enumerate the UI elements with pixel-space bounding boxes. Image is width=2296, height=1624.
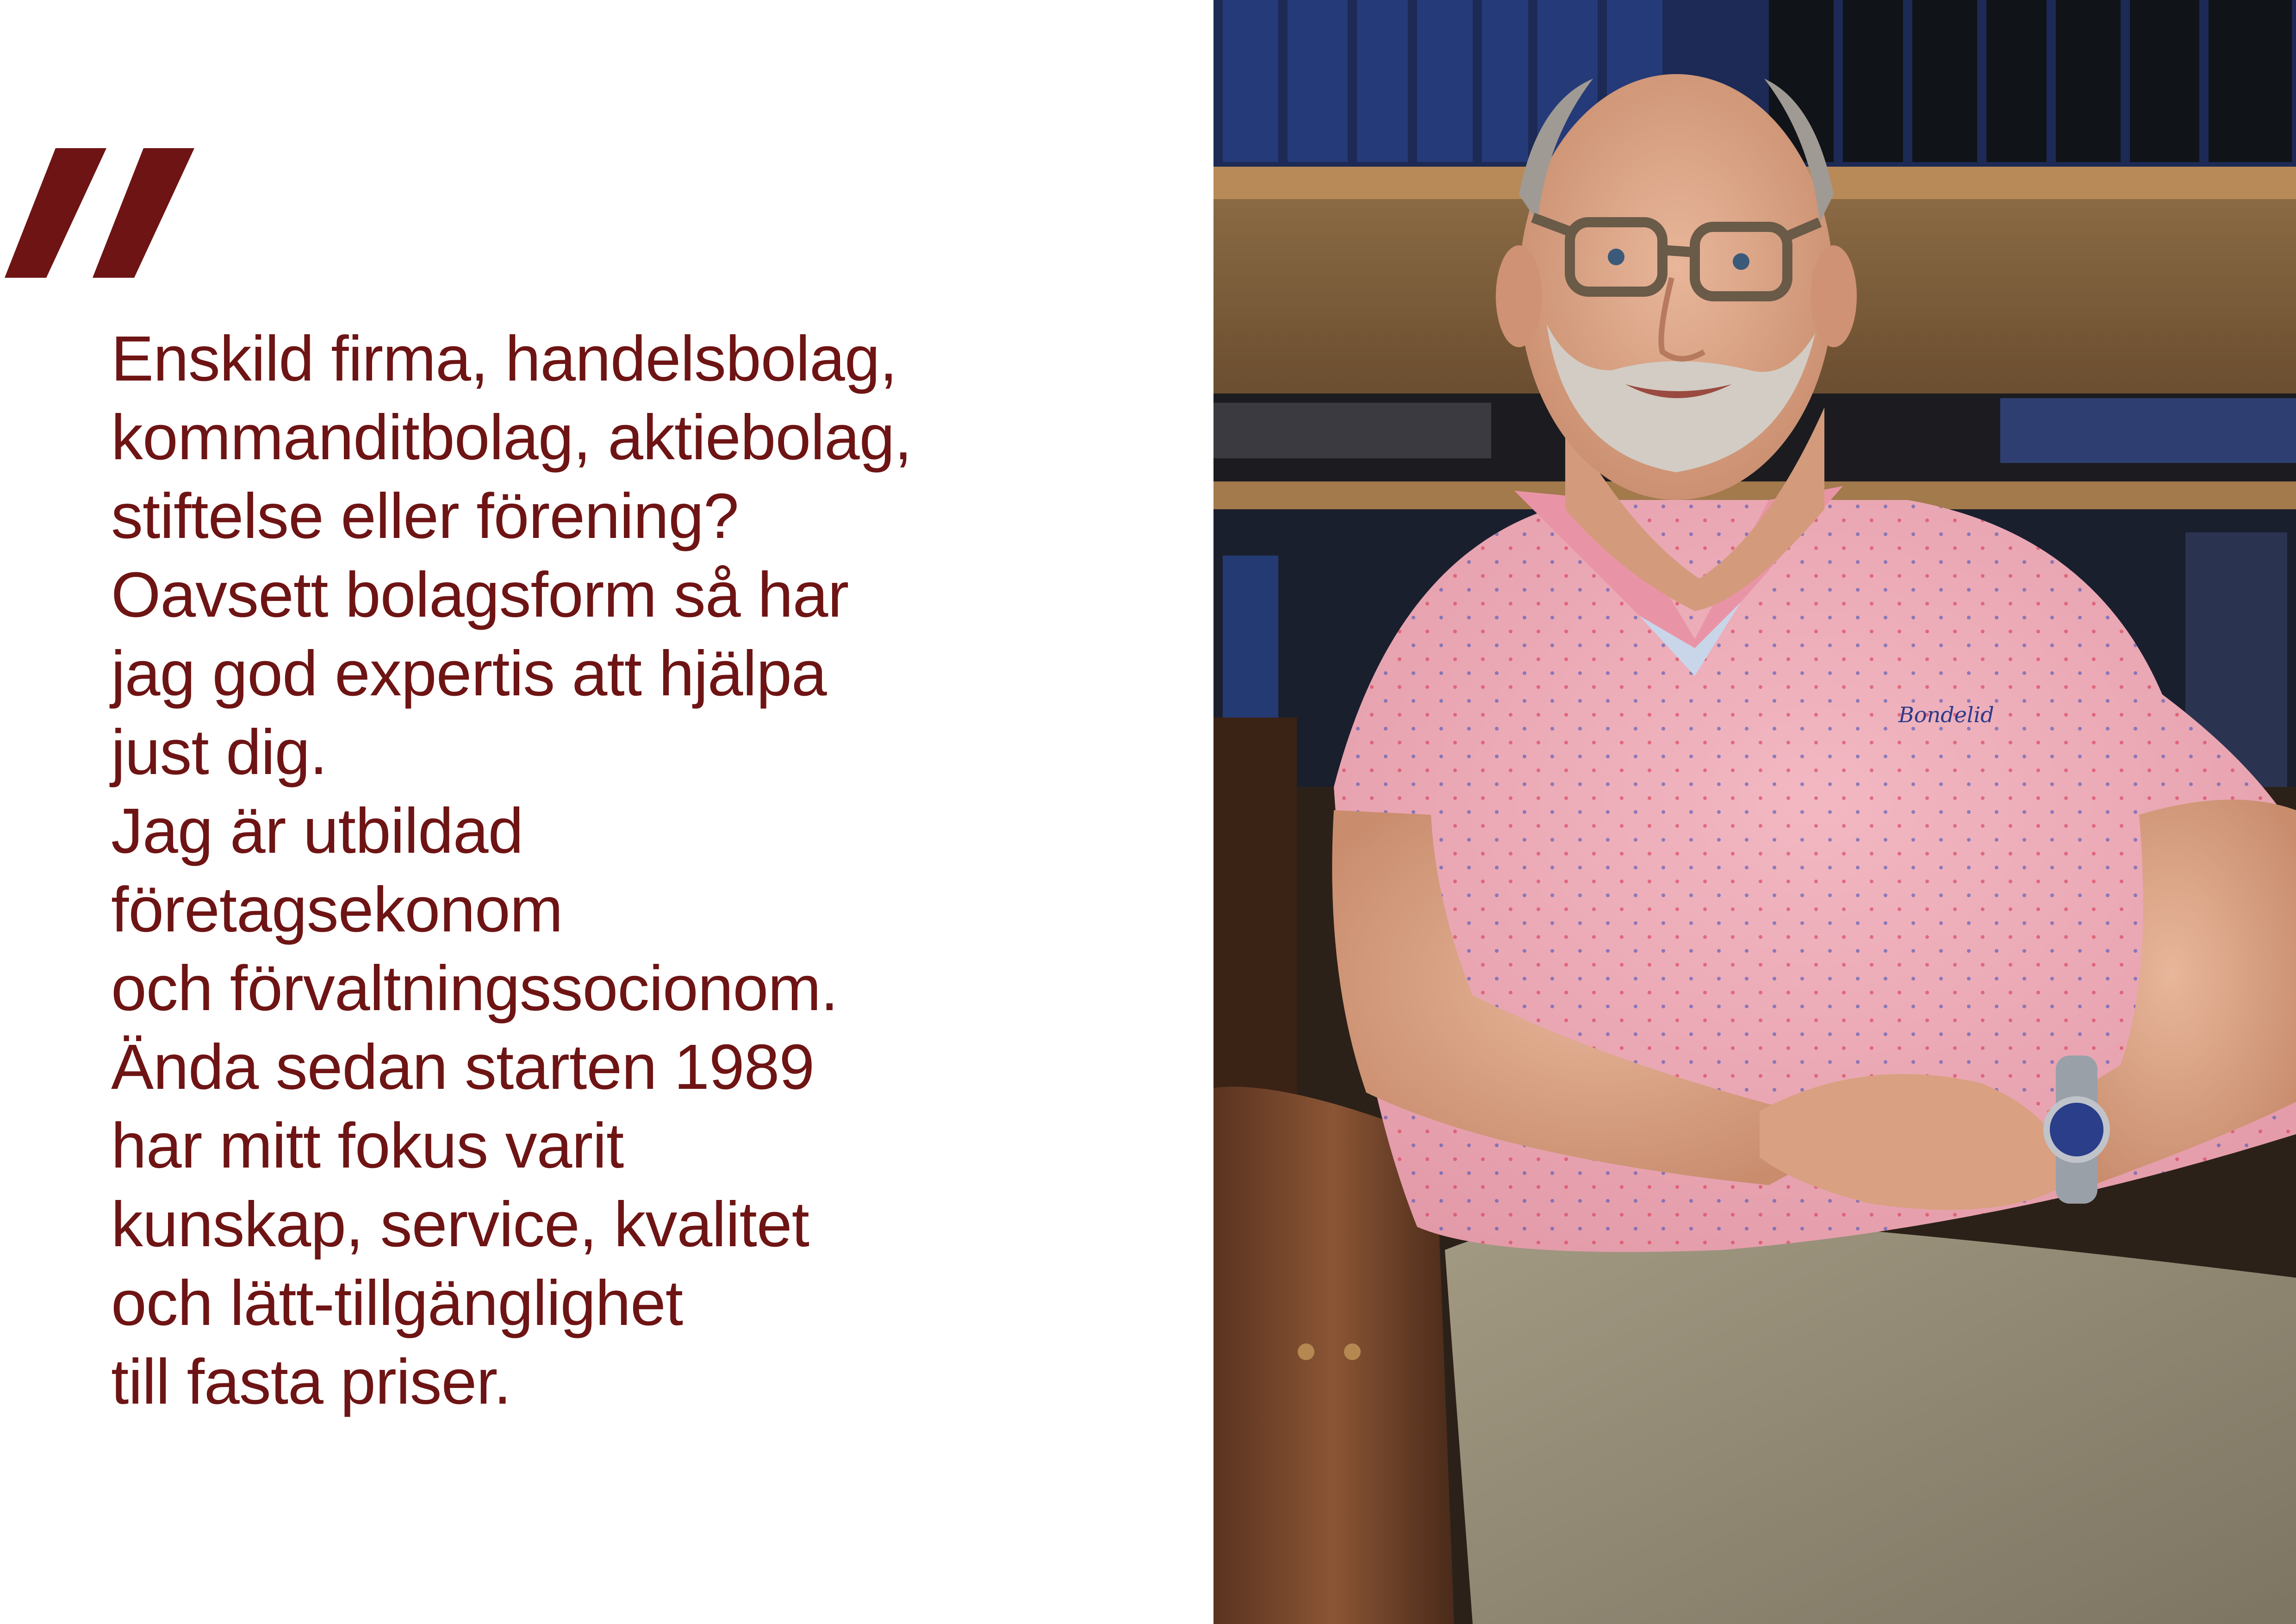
quote-line: och lätt-tillgänglighet bbox=[111, 1268, 683, 1339]
quote-line: stiftelse eller förening? bbox=[111, 481, 739, 552]
quote-line: just dig. bbox=[111, 717, 327, 788]
opening-quote-mark-icon bbox=[0, 139, 204, 287]
quote-line: Jag är utbildad bbox=[111, 795, 523, 867]
quote-line: Ända sedan starten 1989 bbox=[111, 1031, 815, 1103]
quote-line: Enskild firma, handelsbolag, bbox=[111, 323, 897, 394]
quote-line: kunskap, service, kvalitet bbox=[111, 1189, 809, 1260]
portrait-photo bbox=[1213, 0, 2296, 1624]
portrait-illustration bbox=[1213, 0, 2296, 1624]
quote-line: har mitt fokus varit bbox=[111, 1110, 624, 1181]
quote-text bbox=[111, 319, 1194, 1421]
quote-line: företagsekonom bbox=[111, 874, 563, 945]
shirt-logo: Bondelid bbox=[1898, 702, 1994, 727]
quote-line: och förvaltningssocionom. bbox=[111, 953, 838, 1024]
quote-line: kommanditbolag, aktiebolag, bbox=[111, 402, 912, 473]
quote-line: till fasta priser. bbox=[111, 1346, 511, 1418]
quote-line: jag god expertis att hjälpa bbox=[111, 638, 827, 709]
quote-line: Oavsett bolagsform så har bbox=[111, 559, 849, 631]
